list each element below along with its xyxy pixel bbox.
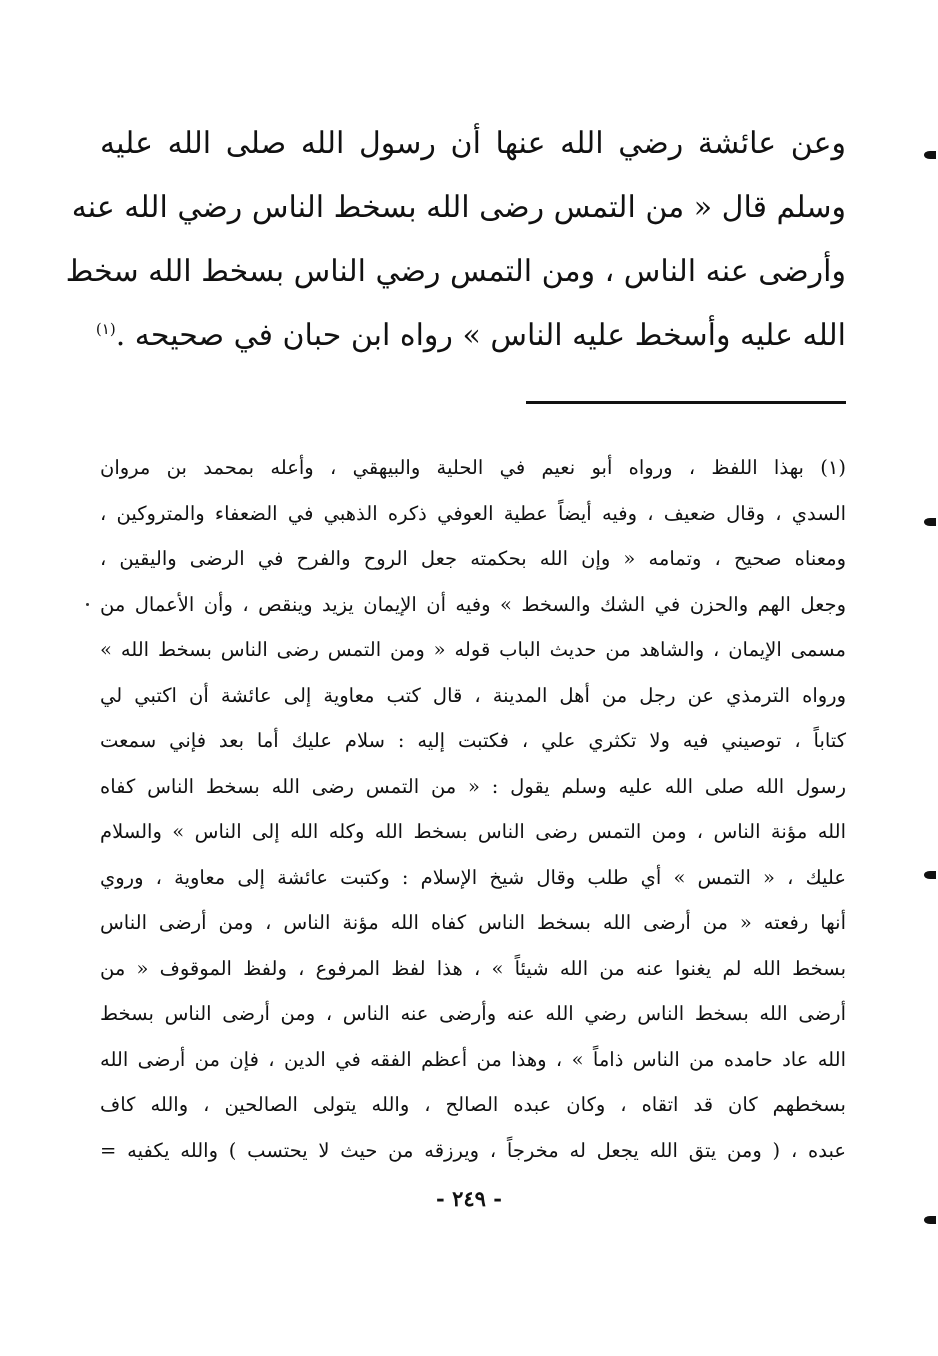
footnote-line: مسمى الإيمان ، والشاهد من حديث الباب قوله « ومن التمس رضى الناس بسخط الله » [100,638,846,661]
footnote-line: أنها رفعته « من أرضى الله بسخط الناس كفاه الله مؤنة الناس ، ومن أرضى الناس [100,911,846,934]
page-number: - ٢٤٩ - [436,1186,502,1211]
footnote-separator [526,401,846,404]
footnote-line: عبده ، ( ومن يتق الله يجعل له مخرجاً ، ويرزقه من حيث لا يحتسب ) والله يكفيه = [100,1138,846,1162]
footnote-line: رسول الله صلى الله عليه وسلم يقول : « من التمس رضى الله بسخط الناس كفاه [100,774,846,798]
main-text-line-last [95,304,846,368]
margin-mark [924,871,936,879]
footnote-line: بسخط الله لم يغنوا عنه من الله شيئاً » ، هذا لفظ المرفوع ، ولفظ الموقوف « من [100,956,846,980]
footnote-marker: (١) [95,320,116,338]
main-text-line: وأرضى عنه الناس ، ومن التمس رضي الناس بسخط الله سخط [65,254,846,289]
scan-speck [86,603,89,606]
footnote-line: عليك ، « التمس » أي طلب وقال شيخ الإسلام : وكتبت عائشة إلى معاوية ، وروي [100,865,846,889]
footnote-line: الله مؤنة الناس ، ومن التمس رضى الناس بسخط الله وكله الله إلى الناس » والسلام [100,820,846,843]
footnote-line: وجعل الهم والحزن في الشك والسخط » وفيه أن الإيمان يزيد وينقص ، وأن الأعمال من [100,592,846,616]
footnote-line: السدي ، وقال ضعيف ، وفيه أيضاً عطية العوفي ذكره الذهبي في الضعفاء والمتروكين ، [100,501,846,525]
margin-mark [924,518,936,526]
main-text-line: الله عليه وأسخط عليه الناس » رواه ابن حبان في صحيحه . [115,318,846,353]
margin-mark [924,1216,936,1224]
margin-mark [924,151,936,159]
footnote-line: ورواه الترمذي عن رجل من أهل المدينة ، قال كتب معاوية إلى عائشة أن اكتبي لي [100,683,846,707]
footnote-line: بسخطهم كان قد اتقاه ، وكان عبده الصالح ، والله يتولى الصالحين ، والله كاف [100,1093,846,1116]
main-text-line: وسلم قال « من التمس رضى الله بسخط الناس رضي الله عنه [71,190,846,225]
footnote-line: (١) بهذا اللفظ ، ورواه أبو نعيم في الحلية والبيهقي ، وأعله بمحمد بن مروان [100,456,846,479]
main-text-line: وعن عائشة رضي الله عنها أن رسول الله صلى الله عليه [100,126,846,161]
main-hadith-text [65,112,846,368]
footnote-line: كتاباً ، توصيني فيه ولا تكثري علي ، فكتبت إليه : سلام عليك أما بعد فإني سمعت [100,729,846,752]
footnote-line: ومعناه صحيح ، وتمامه « وإن الله بحكمته جعل الروح والفرح في الرضى واليقين ، [100,547,846,570]
footnote-line: أرضى الله بسخط الناس رضي الله عنه وأرضى عنه الناس ، ومن أرضى الناس بسخط [100,1002,846,1025]
footnote-line: الله عاد حامده من الناس ذاماً » ، وهذا من أعظم الفقه في الدين ، فإن من أرضى الله [100,1047,846,1071]
footnote-text [100,445,846,1173]
